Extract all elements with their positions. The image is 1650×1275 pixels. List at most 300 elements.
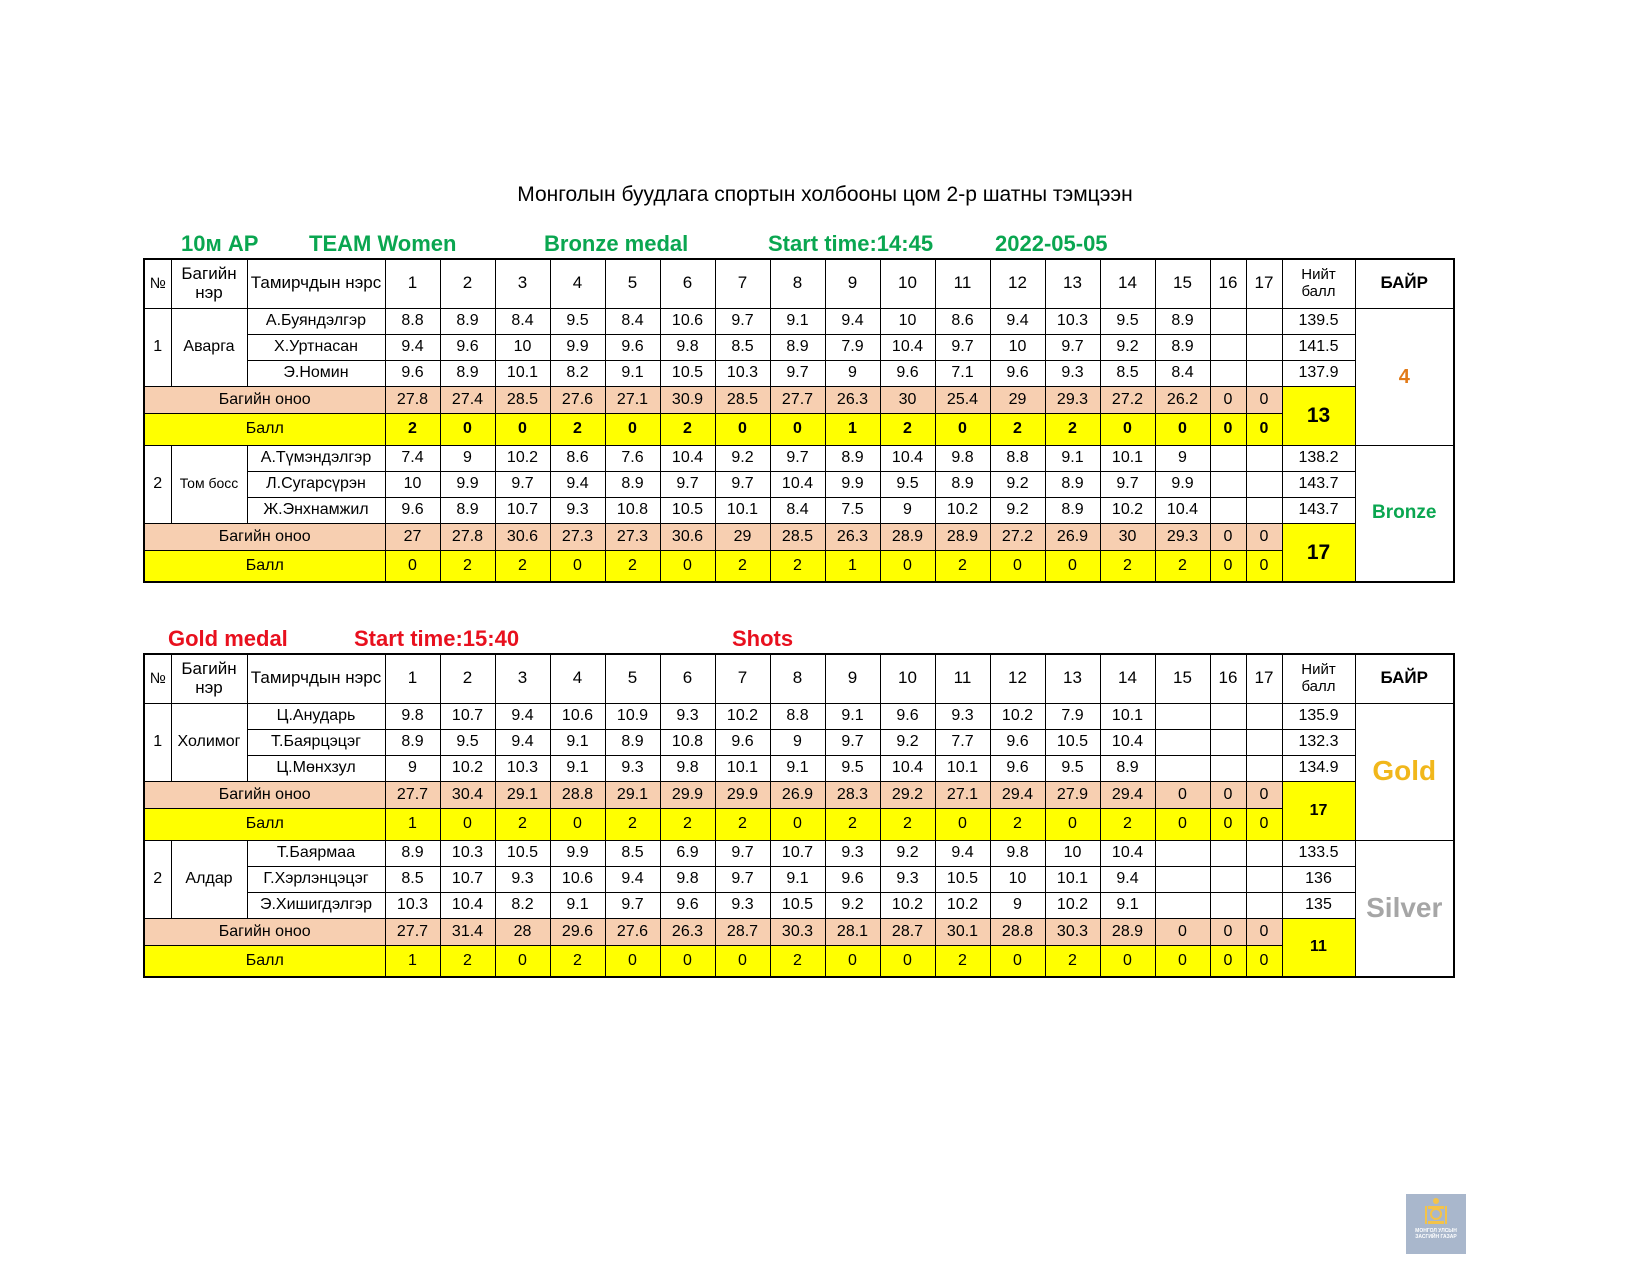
- team-score-label: Багийн оноо: [144, 523, 385, 550]
- shot-score: 10: [495, 334, 550, 360]
- ball-value: 0: [825, 945, 880, 977]
- team-score-value: 27.7: [385, 918, 440, 945]
- shot-score: 10.2: [1045, 892, 1100, 918]
- government-logo: [1406, 1194, 1466, 1254]
- shot-score: 9.9: [825, 471, 880, 497]
- ball-value: 0: [1210, 808, 1246, 840]
- shot-score: 8.9: [1045, 497, 1100, 523]
- header-shot: 12: [990, 654, 1045, 703]
- header-shot: 6: [660, 259, 715, 308]
- shot-score: 9.1: [770, 755, 825, 781]
- shot-score: 9: [440, 445, 495, 471]
- shot-score: 10: [990, 866, 1045, 892]
- header-shot: 15: [1155, 259, 1210, 308]
- team-score-value: 30.1: [935, 918, 990, 945]
- shot-score: 10.4: [880, 445, 935, 471]
- header-shot: 2: [440, 654, 495, 703]
- athlete-total: 143.7: [1282, 497, 1355, 523]
- header-shot: 1: [385, 654, 440, 703]
- shot-score: 9.8: [660, 755, 715, 781]
- team-score-value: 30.6: [660, 523, 715, 550]
- shot-score: 9: [770, 729, 825, 755]
- ball-row: [144, 413, 1454, 445]
- shot-score: 9.1: [825, 703, 880, 729]
- header-shot: 4: [550, 259, 605, 308]
- ball-value: 0: [440, 808, 495, 840]
- shot-score: 9.2: [990, 497, 1045, 523]
- ball-value: 0: [1246, 550, 1282, 582]
- header-shot: 7: [715, 654, 770, 703]
- shot-score: 8.8: [990, 445, 1045, 471]
- shot-score: 9.7: [495, 471, 550, 497]
- shot-score: 9.1: [1045, 445, 1100, 471]
- ball-value: 2: [605, 808, 660, 840]
- athlete-row: [144, 755, 1454, 781]
- ball-value: 2: [1045, 945, 1100, 977]
- shot-score: 10.6: [660, 308, 715, 334]
- shot-score: 10: [385, 471, 440, 497]
- shot-score: 10.4: [1100, 729, 1155, 755]
- shot-score: 10.2: [935, 497, 990, 523]
- team-score-value: 27.6: [550, 386, 605, 413]
- team-place: Gold: [1355, 703, 1454, 840]
- team-score-value: 27.1: [605, 386, 660, 413]
- ball-value: 2: [880, 808, 935, 840]
- team-final-points: 11: [1282, 918, 1355, 977]
- team-score-value: 29.1: [495, 781, 550, 808]
- shot-score: 9.6: [440, 334, 495, 360]
- category-label: TEAM Women: [309, 231, 457, 256]
- team-score-row: [144, 781, 1454, 808]
- athlete-row: [144, 866, 1454, 892]
- ball-value: 2: [660, 413, 715, 445]
- athlete-total: 133.5: [1282, 840, 1355, 866]
- shot-score: 8.9: [605, 729, 660, 755]
- shot-score: 8.5: [715, 334, 770, 360]
- shot-score: 9.3: [660, 703, 715, 729]
- shot-score: 7.9: [825, 334, 880, 360]
- header-shot: 2: [440, 259, 495, 308]
- team-score-value: 29.4: [990, 781, 1045, 808]
- athlete-total: 139.5: [1282, 308, 1355, 334]
- shot-score: 10.9: [605, 703, 660, 729]
- shot-score: 9.9: [550, 334, 605, 360]
- shot-score: 9.8: [990, 840, 1045, 866]
- team-score-value: 28: [495, 918, 550, 945]
- shot-score: 9.8: [660, 866, 715, 892]
- team-score-value: 0: [1210, 386, 1246, 413]
- ball-value: 0: [550, 808, 605, 840]
- section2-info: [0, 626, 1650, 656]
- shot-score: [1155, 703, 1210, 729]
- shot-score: 8.9: [440, 360, 495, 386]
- athlete-total: 135: [1282, 892, 1355, 918]
- athlete-name: Т.Баярцэцэг: [247, 729, 385, 755]
- ball-value: 2: [1045, 413, 1100, 445]
- medal-label: Bronze medal: [544, 231, 689, 256]
- team-score-value: 27.7: [770, 386, 825, 413]
- shot-score: 10.5: [660, 360, 715, 386]
- team-score-value: 28.9: [935, 523, 990, 550]
- ball-value: 2: [1155, 550, 1210, 582]
- ball-value: 0: [440, 413, 495, 445]
- shot-score: 10.7: [770, 840, 825, 866]
- shot-score: 9.4: [495, 703, 550, 729]
- shot-score: 8.4: [605, 308, 660, 334]
- athlete-row: [144, 703, 1454, 729]
- ball-value: 0: [990, 550, 1045, 582]
- shot-score: 8.9: [1045, 471, 1100, 497]
- header-shot: 16: [1210, 654, 1246, 703]
- shot-score: 9.7: [715, 840, 770, 866]
- header-no: №: [144, 259, 171, 308]
- shot-score: 10.1: [1100, 445, 1155, 471]
- athlete-row: [144, 840, 1454, 866]
- shot-score: 10.4: [1100, 840, 1155, 866]
- shot-score: 9.3: [715, 892, 770, 918]
- ball-value: 2: [880, 413, 935, 445]
- athlete-name: Э.Хишигдэлгэр: [247, 892, 385, 918]
- athlete-total: 137.9: [1282, 360, 1355, 386]
- shot-score: [1246, 866, 1282, 892]
- shot-score: 8.9: [1100, 755, 1155, 781]
- shot-score: 9.6: [385, 360, 440, 386]
- athlete-row: [144, 471, 1454, 497]
- team-score-value: 30.3: [1045, 918, 1100, 945]
- shot-score: [1210, 729, 1246, 755]
- shot-score: [1210, 703, 1246, 729]
- shot-score: 10.1: [715, 497, 770, 523]
- shot-score: 9.3: [605, 755, 660, 781]
- ball-value: 1: [385, 945, 440, 977]
- ball-value: 0: [1246, 808, 1282, 840]
- team-score-value: 28.5: [770, 523, 825, 550]
- shot-score: 10.7: [440, 866, 495, 892]
- athlete-total: 138.2: [1282, 445, 1355, 471]
- shot-score: 10.1: [1100, 703, 1155, 729]
- shot-score: 10.1: [935, 755, 990, 781]
- shot-score: 10.4: [770, 471, 825, 497]
- ball-value: 0: [550, 550, 605, 582]
- shot-score: 10.2: [935, 892, 990, 918]
- shot-score: 9.3: [935, 703, 990, 729]
- shot-score: 9.7: [715, 471, 770, 497]
- shots-label: Shots: [732, 626, 794, 651]
- ball-value: 1: [825, 550, 880, 582]
- shot-score: 8.9: [770, 334, 825, 360]
- ball-value: 0: [880, 550, 935, 582]
- header-athlete-name: Тамирчдын нэрс: [247, 654, 385, 703]
- ball-row: [144, 550, 1454, 582]
- athlete-row: [144, 360, 1454, 386]
- header-shot: 8: [770, 654, 825, 703]
- header-shot: 14: [1100, 654, 1155, 703]
- shot-score: 10.2: [1100, 497, 1155, 523]
- team-score-value: 26.2: [1155, 386, 1210, 413]
- team-score-value: 27.8: [440, 523, 495, 550]
- shot-score: 7.7: [935, 729, 990, 755]
- team-score-value: 28.1: [825, 918, 880, 945]
- shot-score: 10.5: [495, 840, 550, 866]
- shot-score: 9.6: [660, 892, 715, 918]
- team-score-value: 27.4: [440, 386, 495, 413]
- team-score-value: 30.4: [440, 781, 495, 808]
- date-label: 2022-05-05: [995, 231, 1108, 256]
- shot-score: 9.2: [825, 892, 880, 918]
- team-no: 1: [144, 703, 171, 781]
- ball-label: Балл: [144, 550, 385, 582]
- header-total: Нийт балл: [1282, 259, 1355, 308]
- ball-value: 0: [1246, 945, 1282, 977]
- shot-score: 9.1: [770, 866, 825, 892]
- shot-score: 9.5: [1100, 308, 1155, 334]
- shot-score: 7.4: [385, 445, 440, 471]
- ball-value: 2: [935, 550, 990, 582]
- shot-score: 9.8: [660, 334, 715, 360]
- team-score-value: 28.7: [715, 918, 770, 945]
- athlete-total: 141.5: [1282, 334, 1355, 360]
- shot-score: 9.6: [605, 334, 660, 360]
- team-score-row: [144, 386, 1454, 413]
- logo-text: МОНГОЛ УЛСЫН ЗАСГИЙН ГАЗАР: [1415, 1228, 1457, 1240]
- shot-score: 9.6: [825, 866, 880, 892]
- shot-score: 10: [1045, 840, 1100, 866]
- team-score-value: 30: [1100, 523, 1155, 550]
- shot-score: [1210, 308, 1246, 334]
- shot-score: [1210, 334, 1246, 360]
- table1-grid: [143, 258, 1455, 583]
- shot-score: 9.1: [1100, 892, 1155, 918]
- ball-value: 0: [1100, 945, 1155, 977]
- team-score-value: 28.9: [880, 523, 935, 550]
- header-shot: 11: [935, 654, 990, 703]
- team-name: Алдар: [171, 840, 247, 918]
- ball-value: 0: [1155, 808, 1210, 840]
- header-shot: 17: [1246, 259, 1282, 308]
- shot-score: [1246, 497, 1282, 523]
- ball-value: 2: [385, 413, 440, 445]
- shot-score: 10.5: [935, 866, 990, 892]
- shot-score: 9.7: [935, 334, 990, 360]
- athlete-total: 143.7: [1282, 471, 1355, 497]
- team-final-points: 13: [1282, 386, 1355, 445]
- team-name: Холимог: [171, 703, 247, 781]
- shot-score: [1210, 840, 1246, 866]
- athlete-name: Г.Хэрлэнцэцэг: [247, 866, 385, 892]
- athlete-row: [144, 497, 1454, 523]
- team-score-value: 0: [1210, 918, 1246, 945]
- shot-score: 9.2: [1100, 334, 1155, 360]
- team-score-value: 27.1: [935, 781, 990, 808]
- team-score-value: 25.4: [935, 386, 990, 413]
- shot-score: 10.3: [440, 840, 495, 866]
- shot-score: 10.5: [1045, 729, 1100, 755]
- header-no: №: [144, 654, 171, 703]
- shot-score: 9.7: [825, 729, 880, 755]
- shot-score: 8.9: [440, 308, 495, 334]
- team-score-value: 29.3: [1155, 523, 1210, 550]
- ball-value: 0: [935, 413, 990, 445]
- event-label: 10м АР: [181, 231, 259, 256]
- shot-score: 10.4: [880, 334, 935, 360]
- shot-score: [1246, 729, 1282, 755]
- ball-value: 0: [990, 945, 1045, 977]
- shot-score: 10.4: [880, 755, 935, 781]
- shot-score: 7.5: [825, 497, 880, 523]
- shot-score: 8.4: [770, 497, 825, 523]
- header-shot: 8: [770, 259, 825, 308]
- team-score-value: 29: [715, 523, 770, 550]
- shot-score: [1246, 334, 1282, 360]
- shot-score: 10.4: [1155, 497, 1210, 523]
- shot-score: 9.6: [880, 703, 935, 729]
- ball-label: Балл: [144, 808, 385, 840]
- shot-score: 9.9: [1155, 471, 1210, 497]
- shot-score: 6.9: [660, 840, 715, 866]
- shot-score: 10.2: [880, 892, 935, 918]
- shot-score: 9.6: [990, 729, 1045, 755]
- team-score-value: 29.2: [880, 781, 935, 808]
- header-shot: 16: [1210, 259, 1246, 308]
- shot-score: 9.8: [385, 703, 440, 729]
- ball-value: 0: [605, 413, 660, 445]
- shot-score: 7.9: [1045, 703, 1100, 729]
- medal-label: Gold medal: [168, 626, 288, 651]
- shot-score: 9.2: [715, 445, 770, 471]
- shot-score: 9: [1155, 445, 1210, 471]
- shot-score: [1210, 471, 1246, 497]
- shot-score: 9.4: [990, 308, 1045, 334]
- shot-score: [1210, 892, 1246, 918]
- shot-score: 7.6: [605, 445, 660, 471]
- shot-score: 10.3: [495, 755, 550, 781]
- athlete-row: [144, 729, 1454, 755]
- shot-score: 9.7: [770, 445, 825, 471]
- ball-value: 0: [1100, 413, 1155, 445]
- ball-value: 0: [715, 413, 770, 445]
- header-place: БАЙР: [1355, 654, 1454, 703]
- ball-value: 1: [385, 808, 440, 840]
- team-score-value: 30.9: [660, 386, 715, 413]
- shot-score: 8.9: [440, 497, 495, 523]
- shot-score: [1246, 445, 1282, 471]
- shot-score: 10.1: [1045, 866, 1100, 892]
- header-shot: 1: [385, 259, 440, 308]
- ball-row: [144, 808, 1454, 840]
- team-score-value: 0: [1210, 523, 1246, 550]
- ball-value: 0: [770, 413, 825, 445]
- header-row: [144, 654, 1454, 703]
- shot-score: 10.7: [495, 497, 550, 523]
- shot-score: 8.2: [550, 360, 605, 386]
- ball-value: 0: [1045, 808, 1100, 840]
- shot-score: [1210, 360, 1246, 386]
- header-shot: 15: [1155, 654, 1210, 703]
- shot-score: 9.9: [440, 471, 495, 497]
- shot-score: 8.4: [1155, 360, 1210, 386]
- shot-score: 9.5: [880, 471, 935, 497]
- team-score-value: 27.3: [550, 523, 605, 550]
- shot-score: 10.4: [660, 445, 715, 471]
- team-score-value: 28.3: [825, 781, 880, 808]
- shot-score: 9: [385, 755, 440, 781]
- shot-score: 10.2: [715, 703, 770, 729]
- header-place: БАЙР: [1355, 259, 1454, 308]
- athlete-name: Ц.Анударь: [247, 703, 385, 729]
- shot-score: 10.3: [385, 892, 440, 918]
- header-shot: 13: [1045, 259, 1100, 308]
- shot-score: 9.2: [990, 471, 1045, 497]
- team-score-row: [144, 918, 1454, 945]
- ball-value: 1: [825, 413, 880, 445]
- athlete-row: [144, 892, 1454, 918]
- ball-value: 2: [495, 808, 550, 840]
- shot-score: [1246, 892, 1282, 918]
- team-score-value: 28.8: [990, 918, 1045, 945]
- team-score-value: 0: [1246, 781, 1282, 808]
- team-score-value: 29.3: [1045, 386, 1100, 413]
- shot-score: 10.4: [440, 892, 495, 918]
- shot-score: [1155, 755, 1210, 781]
- header-shot: 3: [495, 654, 550, 703]
- team-score-value: 27.8: [385, 386, 440, 413]
- section1-info: [0, 231, 1650, 261]
- shot-score: 8.5: [385, 866, 440, 892]
- team-score-value: 26.3: [660, 918, 715, 945]
- shot-score: 9.1: [550, 892, 605, 918]
- ball-value: 0: [1210, 945, 1246, 977]
- table2-grid: [143, 653, 1455, 978]
- ball-value: 0: [660, 945, 715, 977]
- athlete-row: [144, 308, 1454, 334]
- start-time-label: Start time:14:45: [768, 231, 934, 256]
- shot-score: 8.9: [825, 445, 880, 471]
- ball-value: 2: [495, 550, 550, 582]
- shot-score: 10.1: [495, 360, 550, 386]
- team-score-value: 28.9: [1100, 918, 1155, 945]
- team-score-value: 29.4: [1100, 781, 1155, 808]
- shot-score: 7.1: [935, 360, 990, 386]
- shot-score: 9.7: [1045, 334, 1100, 360]
- shot-score: 8.9: [935, 471, 990, 497]
- shot-score: 8.8: [770, 703, 825, 729]
- team-name: Том босс: [171, 445, 247, 523]
- ball-value: 0: [880, 945, 935, 977]
- ball-value: 2: [660, 808, 715, 840]
- page-title: Монголын буудлага спортын холбооны цом 2-р шатны тэмцээн: [517, 183, 1133, 206]
- shot-score: 9.4: [605, 866, 660, 892]
- team-score-value: 26.9: [770, 781, 825, 808]
- shot-score: [1155, 866, 1210, 892]
- shot-score: 8.8: [385, 308, 440, 334]
- team-no: 2: [144, 445, 171, 523]
- shot-score: 9.4: [825, 308, 880, 334]
- team-score-value: 0: [1246, 386, 1282, 413]
- header-shot: 5: [605, 259, 660, 308]
- team-score-value: 0: [1246, 918, 1282, 945]
- athlete-name: Ц.Мөнхзул: [247, 755, 385, 781]
- ball-value: 2: [1100, 808, 1155, 840]
- shot-score: 8.5: [605, 840, 660, 866]
- team-score-value: 30.6: [495, 523, 550, 550]
- ball-value: 2: [770, 550, 825, 582]
- athlete-name: Л.Сугарсүрэн: [247, 471, 385, 497]
- ball-value: 2: [990, 808, 1045, 840]
- ball-value: 0: [1246, 413, 1282, 445]
- header-team-name: Багийн нэр: [171, 654, 247, 703]
- ball-value: 0: [605, 945, 660, 977]
- shot-score: [1246, 755, 1282, 781]
